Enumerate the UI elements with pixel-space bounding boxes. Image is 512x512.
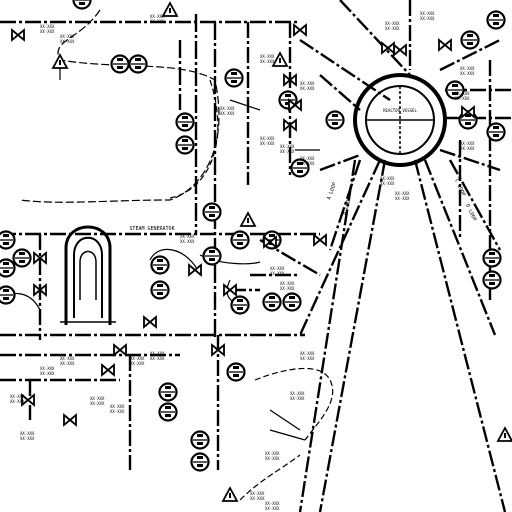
- svg-text:XX-XXX: XX-XXX: [110, 404, 125, 409]
- instrument-bubble-1: [112, 56, 129, 73]
- instrument-bubble-14: [264, 294, 281, 311]
- instrument-bubble-20: [0, 287, 15, 304]
- instrument-bubble-16: [152, 257, 169, 274]
- tag-label-24: [300, 351, 315, 361]
- svg-text:XX-XXX: XX-XXX: [90, 396, 105, 401]
- tag-label-7: [280, 144, 295, 154]
- svg-text:XX-XXX: XX-XXX: [380, 176, 395, 181]
- tag-label-30: [10, 394, 25, 404]
- warning-triangle-3: [223, 488, 237, 501]
- instrument-bubble-4: [177, 114, 194, 131]
- instrument-bubble-15: [284, 294, 301, 311]
- svg-text:XX-XXX: XX-XXX: [60, 356, 75, 361]
- svg-text:XX-XXX: XX-XXX: [150, 351, 165, 356]
- warning-triangle-5: [273, 53, 287, 66]
- svg-text:XX-XXX: XX-XXX: [260, 141, 275, 146]
- tag-label-13: [460, 141, 475, 151]
- svg-text:XX-XXX: XX-XXX: [385, 21, 400, 26]
- svg-text:XX-XXX: XX-XXX: [420, 16, 435, 21]
- instrument-bubble-32: [74, 0, 91, 9]
- svg-text:XX-XXX: XX-XXX: [260, 54, 275, 59]
- tag-label-19: [280, 281, 295, 291]
- svg-text:XX-XXX: XX-XXX: [280, 144, 295, 149]
- svg-text:XX-XXX: XX-XXX: [290, 396, 305, 401]
- tag-label-5: [300, 81, 315, 91]
- svg-text:XX-XXX: XX-XXX: [395, 196, 410, 201]
- instrument-bubble-24: [160, 404, 177, 421]
- tag-label-3: [150, 14, 165, 24]
- tag-label-28: [250, 491, 265, 501]
- svg-text:XX-XXX: XX-XXX: [300, 161, 315, 166]
- valve-4: [224, 285, 236, 295]
- svg-text:XX-XXX: XX-XXX: [420, 11, 435, 16]
- instrument-bubble-21: [14, 250, 31, 267]
- svg-text:XX-XXX: XX-XXX: [395, 191, 410, 196]
- svg-text:XX-XXX: XX-XXX: [380, 181, 395, 186]
- instrument-bubble-7: [327, 112, 344, 129]
- valve-11: [102, 365, 114, 375]
- tag-label-9: [385, 21, 400, 31]
- warning-triangle-6: [163, 3, 177, 16]
- svg-text:XX-XXX: XX-XXX: [60, 34, 75, 39]
- svg-text:XX-XXX: XX-XXX: [150, 14, 165, 19]
- tag-label-10: [420, 11, 435, 21]
- svg-text:XX-XXX: XX-XXX: [180, 239, 195, 244]
- svg-text:XX-XXX: XX-XXX: [300, 81, 315, 86]
- svg-text:XX-XXX: XX-XXX: [265, 451, 280, 456]
- instrument-bubble-27: [462, 32, 479, 49]
- instrument-bubble-2: [130, 56, 147, 73]
- svg-text:XX-XXX: XX-XXX: [265, 501, 280, 506]
- tag-label-32: [130, 356, 145, 366]
- steam-generator-label: STEAM GENERATOR: [129, 226, 175, 232]
- svg-text:XX-XXX: XX-XXX: [130, 361, 145, 366]
- tag-label-4: [260, 54, 275, 64]
- svg-text:XX-XXX: XX-XXX: [300, 86, 315, 91]
- tag-label-14: [300, 156, 315, 166]
- svg-text:XX-XXX: XX-XXX: [220, 106, 235, 111]
- svg-text:XX-XXX: XX-XXX: [455, 96, 470, 101]
- tag-label-23: [110, 404, 125, 414]
- svg-text:XX-XXX: XX-XXX: [460, 66, 475, 71]
- reactor-vessel: [355, 75, 445, 165]
- svg-text:XX-XXX: XX-XXX: [20, 436, 35, 441]
- valve-13: [64, 415, 76, 425]
- steam-generator: [60, 226, 176, 325]
- valve-21: [12, 30, 24, 40]
- tag-label-12: [455, 91, 470, 101]
- svg-text:XX-XXX: XX-XXX: [280, 286, 295, 291]
- svg-text:XX-XXX: XX-XXX: [460, 146, 475, 151]
- instrument-bubble-25: [192, 432, 209, 449]
- instrument-bubble-19: [0, 260, 15, 277]
- svg-text:XX-XXX: XX-XXX: [290, 391, 305, 396]
- instrument-bubble-5: [177, 137, 194, 154]
- svg-text:XX-XXX: XX-XXX: [385, 26, 400, 31]
- tag-label-16: [395, 191, 410, 201]
- tag-label-29: [20, 431, 35, 441]
- instrument-bubble-10: [204, 204, 221, 221]
- tag-label-26: [265, 451, 280, 461]
- instrument-bubble-17: [152, 282, 169, 299]
- svg-text:XX-XXX: XX-XXX: [40, 24, 55, 29]
- instrument-bubble-18: [0, 232, 15, 249]
- svg-text:XX-XXX: XX-XXX: [180, 234, 195, 239]
- tag-label-20: [60, 356, 75, 366]
- instrument-bubble-31: [204, 248, 221, 265]
- tag-label-6: [260, 136, 275, 146]
- tag-label-1: [40, 24, 55, 34]
- instrument-bubble-28: [488, 12, 505, 29]
- instrument-bubble-30: [484, 272, 501, 289]
- svg-text:XX-XXX: XX-XXX: [265, 506, 280, 511]
- svg-text:XX-XXX: XX-XXX: [260, 136, 275, 141]
- svg-text:XX-XXX: XX-XXX: [270, 271, 285, 276]
- svg-text:XX-XXX: XX-XXX: [150, 19, 165, 24]
- svg-text:XX-XXX: XX-XXX: [460, 71, 475, 76]
- svg-text:XX-XXX: XX-XXX: [220, 111, 235, 116]
- tag-label-21: [40, 366, 55, 376]
- svg-text:XX-XXX: XX-XXX: [250, 491, 265, 496]
- tag-label-8: [220, 106, 235, 116]
- svg-text:XX-XXX: XX-XXX: [300, 356, 315, 361]
- loop-label-b: B LOOP: [341, 196, 354, 216]
- instrument-bubble-22: [228, 364, 245, 381]
- svg-text:XX-XXX: XX-XXX: [20, 431, 35, 436]
- svg-text:XX-XXX: XX-XXX: [300, 351, 315, 356]
- svg-text:XX-XXX: XX-XXX: [250, 496, 265, 501]
- instrument-bubble-26: [192, 454, 209, 471]
- svg-text:XX-XXX: XX-XXX: [280, 281, 295, 286]
- tag-label-27: [265, 501, 280, 511]
- svg-text:XX-XXX: XX-XXX: [40, 366, 55, 371]
- tag-label-17: [180, 234, 195, 244]
- svg-text:XX-XXX: XX-XXX: [130, 356, 145, 361]
- svg-text:XX-XXX: XX-XXX: [40, 371, 55, 376]
- loop-label-d: D LOOP: [464, 203, 478, 223]
- svg-text:XX-XXX: XX-XXX: [90, 401, 105, 406]
- instrument-bubble-9: [488, 124, 505, 141]
- tag-label-22: [90, 396, 105, 406]
- tag-label-11: [460, 66, 475, 76]
- reactor-label: REACTOR VESSEL: [383, 108, 417, 113]
- valve-9: [114, 345, 126, 355]
- valve-20: [294, 25, 306, 35]
- svg-text:XX-XXX: XX-XXX: [60, 361, 75, 366]
- instrument-bubble-29: [484, 250, 501, 267]
- tag-label-15: [380, 176, 395, 186]
- svg-text:XX-XXX: XX-XXX: [40, 29, 55, 34]
- instrument-bubble-11: [232, 232, 249, 249]
- svg-text:XX-XXX: XX-XXX: [300, 156, 315, 161]
- svg-text:XX-XXX: XX-XXX: [260, 59, 275, 64]
- svg-text:XX-XXX: XX-XXX: [150, 356, 165, 361]
- svg-text:XX-XXX: XX-XXX: [280, 149, 295, 154]
- svg-text:XX-XXX: XX-XXX: [265, 456, 280, 461]
- tag-label-31: [150, 351, 165, 361]
- warning-triangle-1: [53, 55, 67, 68]
- warning-triangle-2: [241, 213, 255, 226]
- tag-label-18: [270, 266, 285, 276]
- svg-text:XX-XXX: XX-XXX: [110, 409, 125, 414]
- valve-15: [394, 45, 406, 55]
- instrument-bubble-13: [232, 297, 249, 314]
- svg-text:XX-XXX: XX-XXX: [10, 399, 25, 404]
- svg-text:XX-XXX: XX-XXX: [10, 394, 25, 399]
- svg-text:XX-XXX: XX-XXX: [60, 39, 75, 44]
- warning-triangle-4: [498, 428, 512, 441]
- svg-text:XX-XXX: XX-XXX: [270, 266, 285, 271]
- instrument-bubble-3: [226, 70, 243, 87]
- valve-17: [439, 40, 451, 50]
- valve-19: [314, 235, 326, 245]
- tag-label-25: [290, 391, 305, 401]
- thin-lines: [0, 10, 333, 500]
- svg-text:XX-XXX: XX-XXX: [455, 91, 470, 96]
- loop-label-c: C LOOP: [453, 178, 467, 198]
- svg-text:XX-XXX: XX-XXX: [460, 141, 475, 146]
- valve-10: [144, 317, 156, 327]
- instrument-bubble-23: [160, 384, 177, 401]
- tag-label-2: [60, 34, 75, 44]
- loop-label-a: A LOOP: [326, 181, 339, 201]
